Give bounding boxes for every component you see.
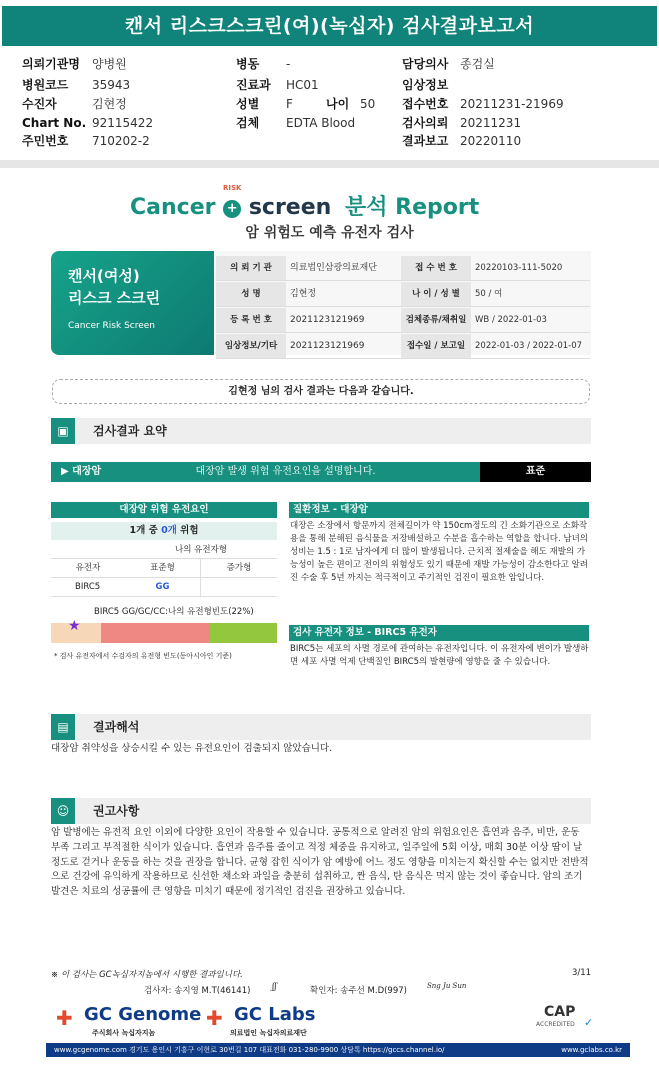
badge-line2: 리스크 스크린: [68, 289, 161, 307]
hospital-code-label: 병원코드: [22, 78, 69, 92]
risk-count: [51, 522, 277, 540]
check-icon: ✓: [584, 1016, 594, 1029]
report-subtitle: 암 위험도 예측 유전자 검사: [245, 225, 414, 241]
product-badge: [51, 251, 214, 355]
info-value: 2021123121969: [290, 315, 365, 325]
disease-text: 대장은 소장에서 항문까지 전체길이가 약 150cm정도의 긴 소화기관으로 소화작용을 통해 분해된 음식물을 저장배설하고 수분을 흡수하는 역할을 합니다. 남녀의 성비는 1.5 : 1로 남자에게 더 많이 발생됩니다. 근치적 절제술을 해도 재발의 가능성이 높은 편이고 전이의 위험성도 있기 때문에 재발 가능성이 감소한다고 알려진 수술 후 5년 까지는 적극적이고 주기적인 검진이 필요한 암입니다.: [290, 521, 588, 583]
advice-text: 암 발병에는 유전적 요인 이외에 다양한 요인이 작용할 수 있습니다. 공통적으로 알려진 암의 위험요인은 흡연과 음주, 비만, 운동 부족 그리고 부적절한 식이가 있습니다. 흡연과 음주를 줄이고 적정 체중을 유지하고, 일주일에 5회 이상, 매회 30분 이상 땀이 날 정도로 걷거나 운동을 하는 것을 권장을 합니다. 균형 잡힌 식이가 암 예방에 어느 정도 영향을 미치는지 확신할 수는 없지만 전반적으로 건강에 유익하게 작용하므로 신선한 채소와 과일을 충분히 섭취하고, 짠 음식, 탄 음식은 먹지 않는 것이 좋습니다. 암의 조기발견은 치료의 성공률에 큰 영향을 미치기 때문에 정기적인 검진을 권장하고 있습니다.: [51, 827, 589, 898]
gc-genome-text: GC Genome: [84, 1004, 202, 1025]
clipboard-icon: ▤: [51, 714, 75, 740]
age-label: 나이: [326, 97, 350, 111]
patient-label: 수진자: [22, 97, 57, 111]
tester-signature-icon: ʃʃ: [272, 982, 277, 992]
risk-count-num: 0개: [161, 525, 177, 536]
specimen-label: 검체: [236, 116, 260, 130]
summary-section-header: [51, 418, 591, 444]
chart-label: Chart No.: [22, 116, 87, 130]
logo-screen: screen: [248, 195, 332, 220]
info-value: 2021123121969: [290, 341, 365, 351]
gc-labs-cross-icon: ✚: [206, 1006, 223, 1030]
institution-value: 양병원: [92, 57, 127, 71]
disease-panel-title: 질환정보 - 대장암: [289, 502, 589, 518]
age-value: 50: [360, 97, 376, 111]
my-position-star-icon: ★: [68, 618, 81, 634]
ward-value: -: [286, 57, 291, 71]
gc-genome-sub: 주식회사 녹십자지놈: [92, 1029, 156, 1037]
info-value: 김현정: [290, 289, 317, 299]
doctor-label: 담당의사: [402, 57, 449, 71]
info-value: WB / 2022-01-03: [475, 315, 547, 325]
gene-panel-title: 검사 유전자 정보 - BIRC5 유전자: [289, 625, 589, 641]
std-value: GG: [125, 578, 201, 596]
gc-genome-logo: [56, 1004, 206, 1040]
category-status: 표준: [480, 462, 591, 482]
interp-text: 대장암 취약성을 상승시킬 수 있는 유전요인이 검출되지 않았습니다.: [51, 743, 333, 754]
chart-value: 92115422: [92, 116, 154, 130]
col-std: 표준형: [125, 559, 201, 577]
confirmer: 확인자: 송주선 M.D(997): [310, 986, 407, 996]
greeting: 김현정 님의 검사 결과는 다음과 같습니다.: [52, 379, 590, 404]
specimen-value: EDTA Blood: [286, 116, 356, 130]
gc-labs-text: GC Labs: [234, 1004, 316, 1025]
risk-panel-title: 대장암 위험 유전요인: [51, 502, 277, 518]
info-key: 나 이 / 성 별: [401, 282, 471, 306]
interp-section-header: [51, 714, 591, 740]
info-key: 검체종류/채취일: [401, 308, 471, 332]
dept-value: HC01: [286, 78, 319, 92]
patient-info-table: [216, 256, 590, 360]
doctor-icon: ☺: [51, 798, 75, 824]
sex-value: F: [286, 97, 293, 111]
footer-bar: [46, 1043, 630, 1057]
request-label: 검사의뢰: [402, 116, 449, 130]
cap-logo: [536, 1004, 596, 1040]
footer-address: www.gcgenome.com 경기도 용인시 기흥구 이현로 30번길 107 대표전화 031-280-9900 상담톡 https://gccs.channel.io/: [54, 1046, 445, 1054]
gc-labs-logo: [206, 1004, 346, 1040]
category-name: ▶ 대장암: [61, 466, 102, 477]
report-title: 캔서 리스크스크린(여)(녹십자) 검사결과보고서: [2, 6, 657, 46]
report-date-value: 20220110: [460, 134, 522, 148]
gene-text: BIRC5는 세포의 사멸 경로에 관여하는 유전자입니다. 이 유전자에 변이가 발생하면 세포 사멸 억제 단백질인 BIRC5의 발현량에 영향을 줄 수 있습니다.: [290, 644, 589, 667]
advice-title: 권고사항: [93, 804, 140, 818]
info-row: [216, 308, 590, 333]
patient-value: 김현정: [92, 97, 127, 111]
genotype-table: [51, 542, 277, 597]
freq-segment-cc: [209, 623, 277, 643]
info-value: 의료법인삼광의료재단: [290, 263, 377, 273]
logo-cancer: Cancer: [130, 195, 216, 220]
footer-note: ※ 이 검사는 GC녹십자지놈에서 시행한 결과입니다.: [51, 970, 243, 980]
info-value: 20220103-111-5020: [475, 263, 563, 273]
summary-icon: ▣: [51, 418, 75, 444]
footer-website: www.gclabs.co.kr: [561, 1046, 622, 1054]
doctor-value: 종검실: [460, 57, 495, 71]
freq-segment-gc: [101, 623, 209, 643]
request-value: 20211231: [460, 116, 522, 130]
risk-count-post: 위험: [176, 525, 199, 536]
category-desc: 대장암 발생 위험 유전요인을 설명합니다.: [195, 466, 376, 477]
rrn-label: 주민번호: [22, 134, 69, 148]
badge-en: Cancer Risk Screen: [68, 321, 156, 331]
header-divider: [0, 160, 659, 168]
tester: 검사자: 송지영 M.T(46141): [144, 986, 251, 996]
info-key: 접 수 번 호: [401, 256, 471, 280]
logo-cross-icon: +: [223, 200, 241, 218]
category-main: [51, 462, 480, 482]
info-key: 접수일 / 보고일: [401, 334, 471, 358]
institution-label: 의뢰기관명: [22, 57, 80, 71]
logo-report: 분석 Report: [344, 195, 480, 220]
dept-label: 진료과: [236, 78, 271, 92]
my-genotype-header: 나의 유전자형: [175, 545, 227, 555]
risk-count-pre: 1개 중: [129, 525, 162, 536]
freq-label: BIRC5 GG/GC/CC:나의 유전형빈도(22%): [94, 607, 254, 617]
info-key: 의 뢰 기 관: [216, 256, 286, 280]
receipt-value: 20211231-21969: [460, 97, 564, 111]
ward-label: 병동: [236, 57, 260, 71]
info-key: 임상정보/기타: [216, 334, 286, 358]
freq-footnote: * 검사 유전자에서 수검자의 유전형 빈도(동아시아인 기준): [54, 652, 232, 660]
col-gene: 유전자: [75, 563, 101, 573]
receipt-label: 접수번호: [402, 97, 449, 111]
col-inc: 증가형: [226, 563, 252, 573]
confirmer-signature-icon: Sng Ju Sun: [427, 982, 467, 990]
advice-section-header: [51, 798, 591, 824]
interp-title: 결과해석: [93, 720, 140, 734]
info-value: 2022-01-03 / 2022-01-07: [475, 341, 583, 351]
logo-risk: RISK: [223, 184, 242, 192]
cap-text: CAP: [544, 1004, 576, 1020]
rrn-value: 710202-2: [92, 134, 150, 148]
info-row: [216, 256, 590, 281]
info-row: [216, 334, 590, 359]
page-number: 3/11: [572, 968, 592, 978]
gc-genome-cross-icon: ✚: [56, 1006, 73, 1030]
summary-title: 검사결과 요약: [93, 424, 167, 438]
info-key: 등 록 번 호: [216, 308, 286, 332]
clinical-label: 임상정보: [402, 78, 449, 92]
info-value: 50 / 여: [475, 289, 503, 299]
info-row: [216, 282, 590, 307]
inc-value: [201, 578, 277, 596]
cancer-risk-screen-logo: [130, 184, 530, 224]
gc-labs-sub: 의료법인 녹십자의료재단: [230, 1029, 307, 1037]
badge-line1: 캔서(여성): [68, 267, 140, 285]
sex-label: 성별: [236, 97, 260, 111]
report-date-label: 결과보고: [402, 134, 449, 148]
gene-name: BIRC5: [75, 582, 101, 592]
hospital-code-value: 35943: [92, 78, 131, 92]
category-bar: [51, 462, 591, 482]
cap-sub: ACCREDITED: [536, 1021, 575, 1028]
info-key: 성 명: [216, 282, 286, 306]
